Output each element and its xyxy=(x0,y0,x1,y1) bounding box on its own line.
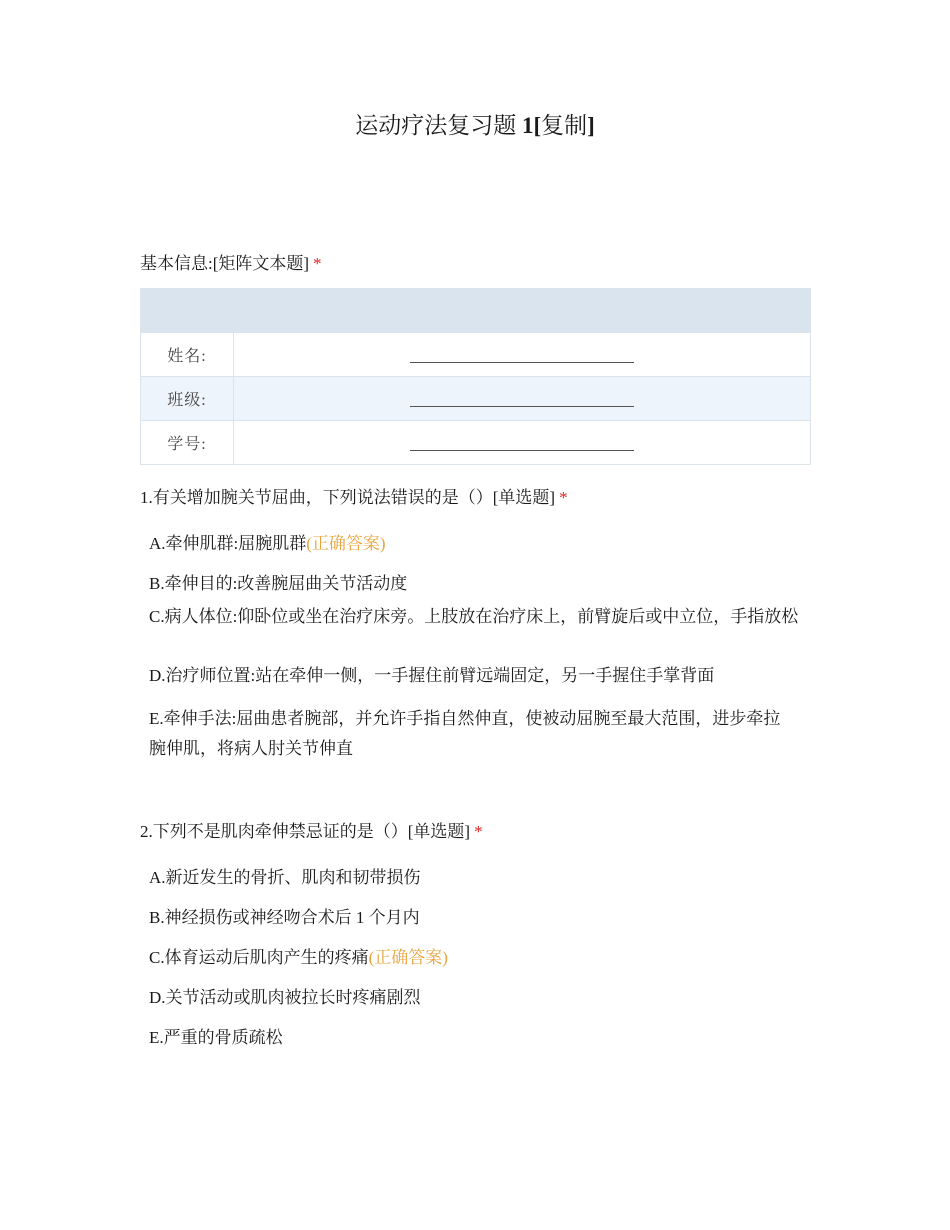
question-2-option-b[interactable]: B.神经损伤或神经吻合术后 1 个月内 xyxy=(149,908,420,927)
matrix-row-label: 班级: xyxy=(141,377,234,421)
matrix-row-class xyxy=(141,377,811,421)
survey-title xyxy=(0,110,950,142)
title-close: ] xyxy=(587,113,595,138)
question-2-option-c[interactable]: C.体育运动后肌肉产生的疼痛(正确答案) xyxy=(149,948,448,967)
question-2-option-e[interactable]: E.严重的骨质疏松 xyxy=(149,1028,283,1047)
required-mark: * xyxy=(474,822,483,841)
title-main: 运动疗法复习题 xyxy=(355,113,522,138)
title-suffix: 复制 xyxy=(541,113,588,138)
class-field[interactable] xyxy=(410,392,634,407)
correct-answer-tag: (正确答案) xyxy=(306,534,386,553)
name-field[interactable] xyxy=(410,348,634,363)
matrix-row-label: 姓名: xyxy=(141,333,234,377)
question-1-option-d[interactable]: D.治疗师位置:站在牵伸一侧，一手握住前臂远端固定，另一手握住手掌背面 xyxy=(149,666,715,685)
matrix-row-name xyxy=(141,333,811,377)
matrix-header-row xyxy=(141,289,811,333)
question-1-option-a[interactable]: A.牵伸肌群:屈腕肌群(正确答案) xyxy=(149,534,386,553)
student-id-field[interactable] xyxy=(410,436,634,451)
question-2-prompt: 2.下列不是肌肉牵伸禁忌证的是（）[单选题] * xyxy=(140,822,483,841)
basic-info-label: 基本信息:[矩阵文本题] * xyxy=(140,254,322,273)
required-mark: * xyxy=(313,254,322,273)
matrix-row-student-id xyxy=(141,421,811,465)
basic-info-matrix xyxy=(140,288,811,465)
matrix-row-label: 学号: xyxy=(141,421,234,465)
question-1-prompt: 1.有关增加腕关节屈曲，下列说法错误的是（）[单选题] * xyxy=(140,488,568,507)
question-1-option-b[interactable]: B.牵伸目的:改善腕屈曲关节活动度 xyxy=(149,574,408,593)
correct-answer-tag: (正确答案) xyxy=(368,948,448,967)
question-1-option-c[interactable]: C.病人体位:仰卧位或坐在治疗床旁。上肢放在治疗床上，前臂旋后或中立位，手指放松 xyxy=(149,607,799,626)
question-2-option-d[interactable]: D.关节活动或肌肉被拉长时疼痛剧烈 xyxy=(149,988,421,1007)
title-number: 1[ xyxy=(521,113,542,138)
required-mark: * xyxy=(559,488,568,507)
question-2-option-a[interactable]: A.新近发生的骨折、肌肉和韧带损伤 xyxy=(149,868,421,887)
question-1-option-e[interactable]: E.牵伸手法:屈曲患者腕部，并允许手指自然伸直，使被动屈腕至最大范围，进步牵拉腕伸肌，将病人肘关节伸直 xyxy=(149,709,781,758)
